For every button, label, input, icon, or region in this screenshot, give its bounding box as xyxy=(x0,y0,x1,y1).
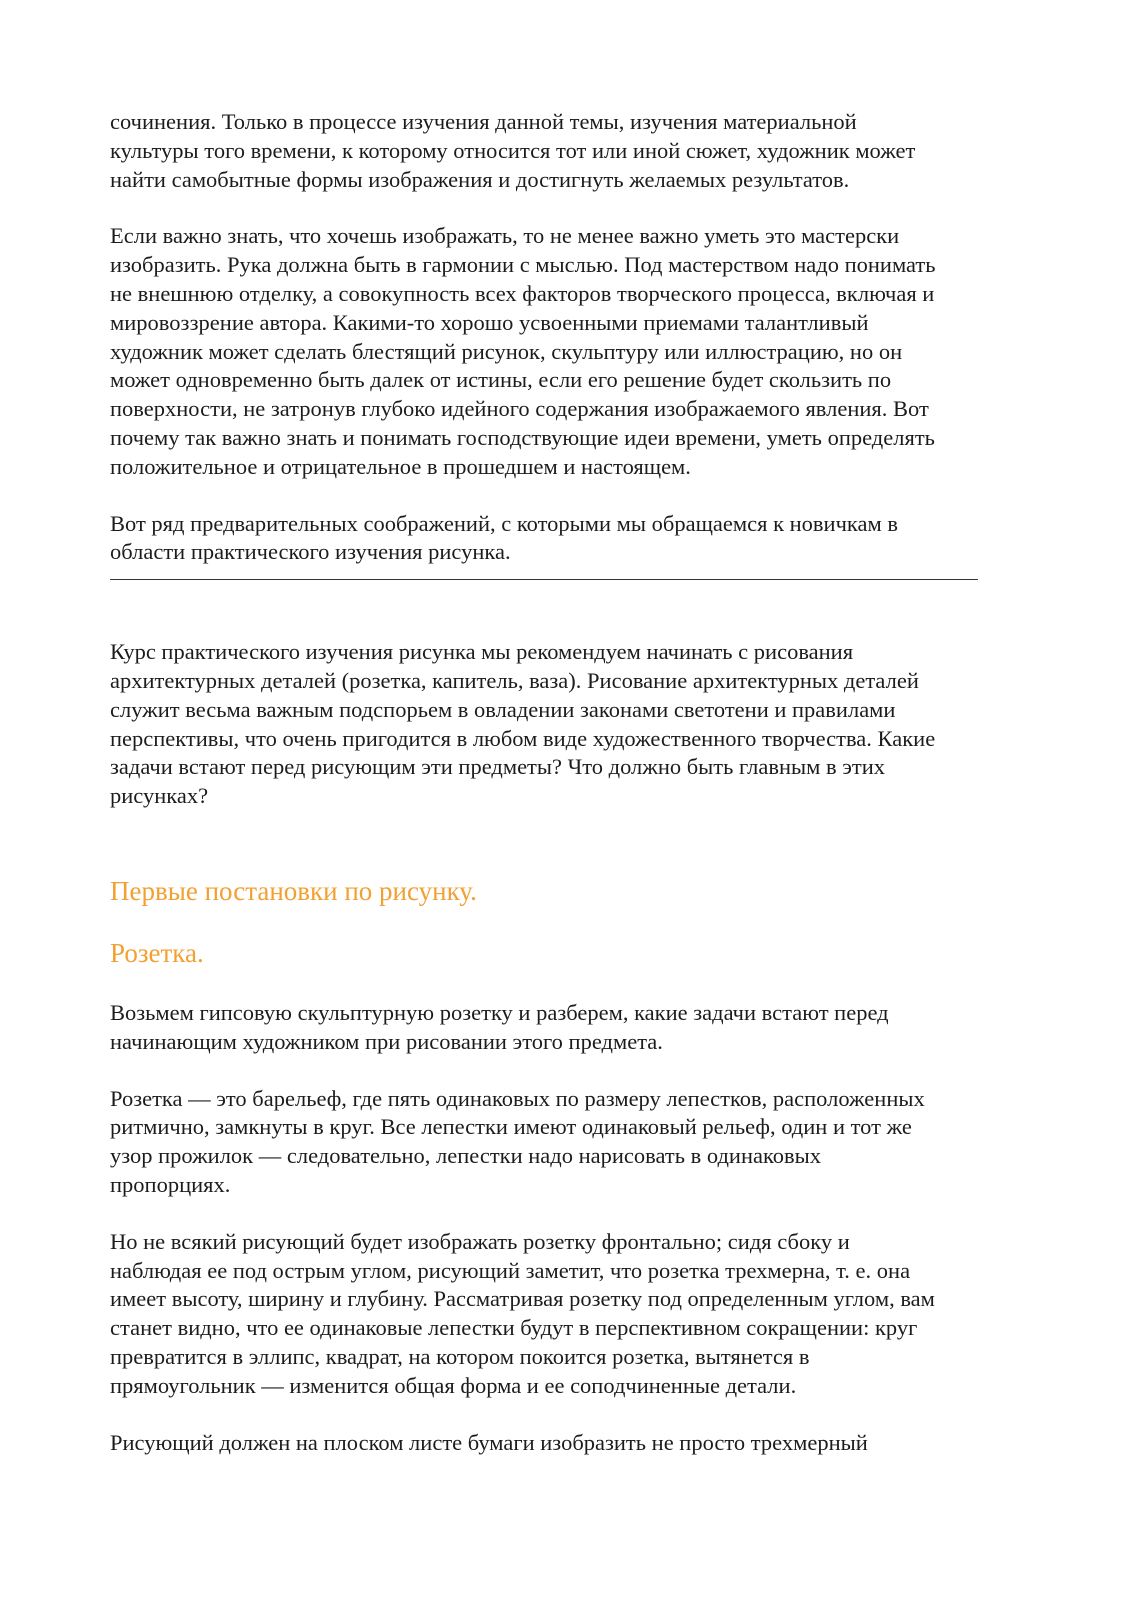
section-gap xyxy=(110,811,1030,874)
paragraph-mastery: Если важно знать, что хочешь изображать, то не менее важно уметь это мастерски изобразить. Рука должна быть в гармонии с мыслью. Под мастерством надо понимать не внешнюю отделку, а совокупность всех факторов творческого процесса, включая и мировоззрение автора. Какими-то хорошо усвоенными приемами талантливый художник может сделать блестящий рисунок, скульптуру или иллюстрацию, но он может одновременно быть далек от истины, если его решение будет скользить по поверхности, не затронув глубоко идейного содержания изображаемого явления. Вот почему так важно знать и понимать господствующие идеи времени, уметь определять положительное и отрицательное в прошедшем и настоящем. xyxy=(110,223,936,479)
paragraph-rosette-perspective: Но не всякий рисующий будет изображать розетку фронтально; сидя сбоку и наблюдая ее под острым углом, рисующий заметит, что розетка трехмерна, т. е. она имеет высоту, ширину и глубину. Рассматривая розетку под определенным углом, вам станет видно, что ее одинаковые лепестки будут в перспективном сокращении: круг превратится в эллипс, квадрат, на котором покоится розетка, вытянется в прямоугольник — изменится общая форма и ее соподчиненные детали. xyxy=(110,1228,935,1398)
section-gap xyxy=(110,580,1030,638)
paragraph-gap xyxy=(110,482,1030,510)
document-page xyxy=(110,108,1030,1457)
paragraph-rosette-intro: Возьмем гипсовую скульптурную розетку и разберем, какие задачи встают перед начинающим художником при рисовании этого предмета. xyxy=(110,999,889,1054)
section-heading: Первые постановки по рисунку. xyxy=(110,875,477,906)
paragraph-intro-continuation: сочинения. Только в процессе изучения данной темы, изучения материальной культуры того времени, к которому относится тот или иной сюжет, художник может найти самобытные формы изображения и достигнуть желаемых результатов. xyxy=(110,109,916,192)
paragraph-rosette-final: Рисующий должен на плоском листе бумаги изобразить не просто трехмерный xyxy=(110,1429,868,1455)
heading-gap xyxy=(110,908,1030,936)
paragraph-preliminary: Вот ряд предварительных соображений, с которыми мы обращаемся к новичкам в области практического изучения рисунка. xyxy=(110,510,898,565)
paragraph-gap xyxy=(110,1057,1030,1085)
paragraph-rosette-description: Розетка — это барельеф, где пять одинаковых по размеру лепестков, расположенных ритмично, замкнуты в круг. Все лепестки имеют одинаковый рельеф, один и тот же узор прожилок — следовательно, лепестки надо нарисовать в одинаковых пропорциях. xyxy=(110,1085,925,1197)
paragraph-gap xyxy=(110,1200,1030,1228)
subsection-heading: Розетка. xyxy=(110,937,204,968)
paragraph-course: Курс практического изучения рисунка мы рекомендуем начинать с рисования архитектурных деталей (розетка, капитель, ваза). Рисование архитектурных деталей служит весьма важным подспорьем в овладении законами светотени и правилами перспективы, что очень пригодится в любом виде художественного творчества. Какие задачи встают перед рисующим эти предметы? Что должно быть главным в этих рисунках? xyxy=(110,639,936,809)
paragraph-gap xyxy=(110,1401,1030,1429)
paragraph-gap xyxy=(110,194,1030,222)
heading-gap xyxy=(110,970,1030,999)
